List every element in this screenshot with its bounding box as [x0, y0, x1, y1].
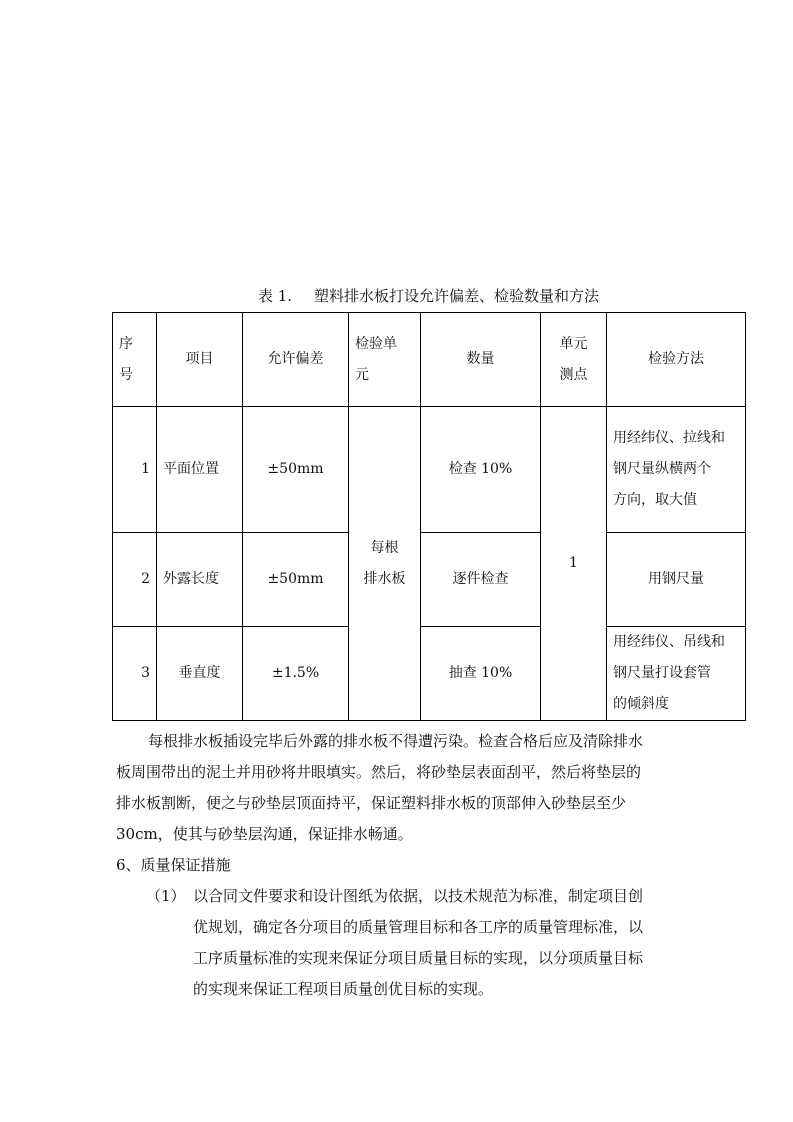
cell-tolerance: ±50mm [243, 533, 349, 627]
cell-quantity: 检查 10% [421, 407, 541, 533]
table-row [113, 533, 746, 627]
paragraph-line: 板周围带出的泥土并用砂将井眼填实。然后，将砂垫层表面刮平，然后将垫层的 [116, 763, 642, 781]
cell-tolerance: ±50mm [243, 407, 349, 533]
cell-merged-points: 1 [541, 407, 607, 721]
header-tolerance: 允许偏差 [243, 313, 349, 407]
cell-tolerance: ±1.5% [243, 627, 349, 721]
body-text [116, 726, 676, 881]
table-row [113, 627, 746, 721]
cell-merged-unit: 每根 排水板 [349, 407, 421, 721]
header-points: 单元 测点 [541, 313, 607, 407]
cell-item: 垂直度 [157, 627, 243, 721]
table-caption [112, 284, 745, 308]
paragraph-line: 每根排水板插设完毕后外露的排水板不得遭污染。检查合格后应及清除排水 [148, 732, 644, 750]
list-item [146, 881, 686, 1005]
paragraph [116, 726, 676, 850]
cell-method: 用钢尺量 [607, 533, 746, 627]
cell-quantity: 逐件检查 [421, 533, 541, 627]
cell-seq: 1 [113, 407, 157, 533]
paragraph-line: 30cm，使其与砂垫层沟通，保证排水畅通。 [116, 825, 413, 843]
cell-item: 平面位置 [157, 407, 243, 533]
table-number: 表 1. [257, 287, 293, 305]
section-heading: 6、质量保证措施 [116, 856, 231, 874]
cell-seq: 2 [113, 533, 157, 627]
table-row [113, 407, 746, 533]
table-header-row [113, 313, 746, 407]
header-item: 项目 [157, 313, 243, 407]
cell-method: 用经纬仪、吊线和 钢尺量打设套管 的倾斜度 [607, 627, 746, 721]
tolerance-table [112, 312, 746, 721]
cell-method: 用经纬仪、拉线和 钢尺量纵横两个 方向，取大值 [607, 407, 746, 533]
header-quantity: 数量 [421, 313, 541, 407]
list-marker: （1） [146, 887, 186, 905]
table-title: 塑料排水板打设允许偏差、检验数量和方法 [314, 287, 600, 305]
cell-item: 外露长度 [157, 533, 243, 627]
cell-seq: 3 [113, 627, 157, 721]
cell-quantity: 抽查 10% [421, 627, 541, 721]
header-seq: 序 号 [113, 313, 157, 407]
paragraph-line: 排水板割断，便之与砂垫层顶面持平，保证塑料排水板的顶部伸入砂垫层至少 [116, 794, 627, 812]
header-unit: 检验单 元 [349, 313, 421, 407]
list-item-text: 以合同文件要求和设计图纸为依据，以技术规范为标准，制定项目创 优规划，确定各分项目的质量管理目标和各工序的质量管理标准，以 工序质量标准的实现来保证分项目质量目标的实现，以分项质量目标 的实现来保证工程项目质量创优目标的实现。 [193, 887, 644, 998]
header-method: 检验方法 [607, 313, 746, 407]
